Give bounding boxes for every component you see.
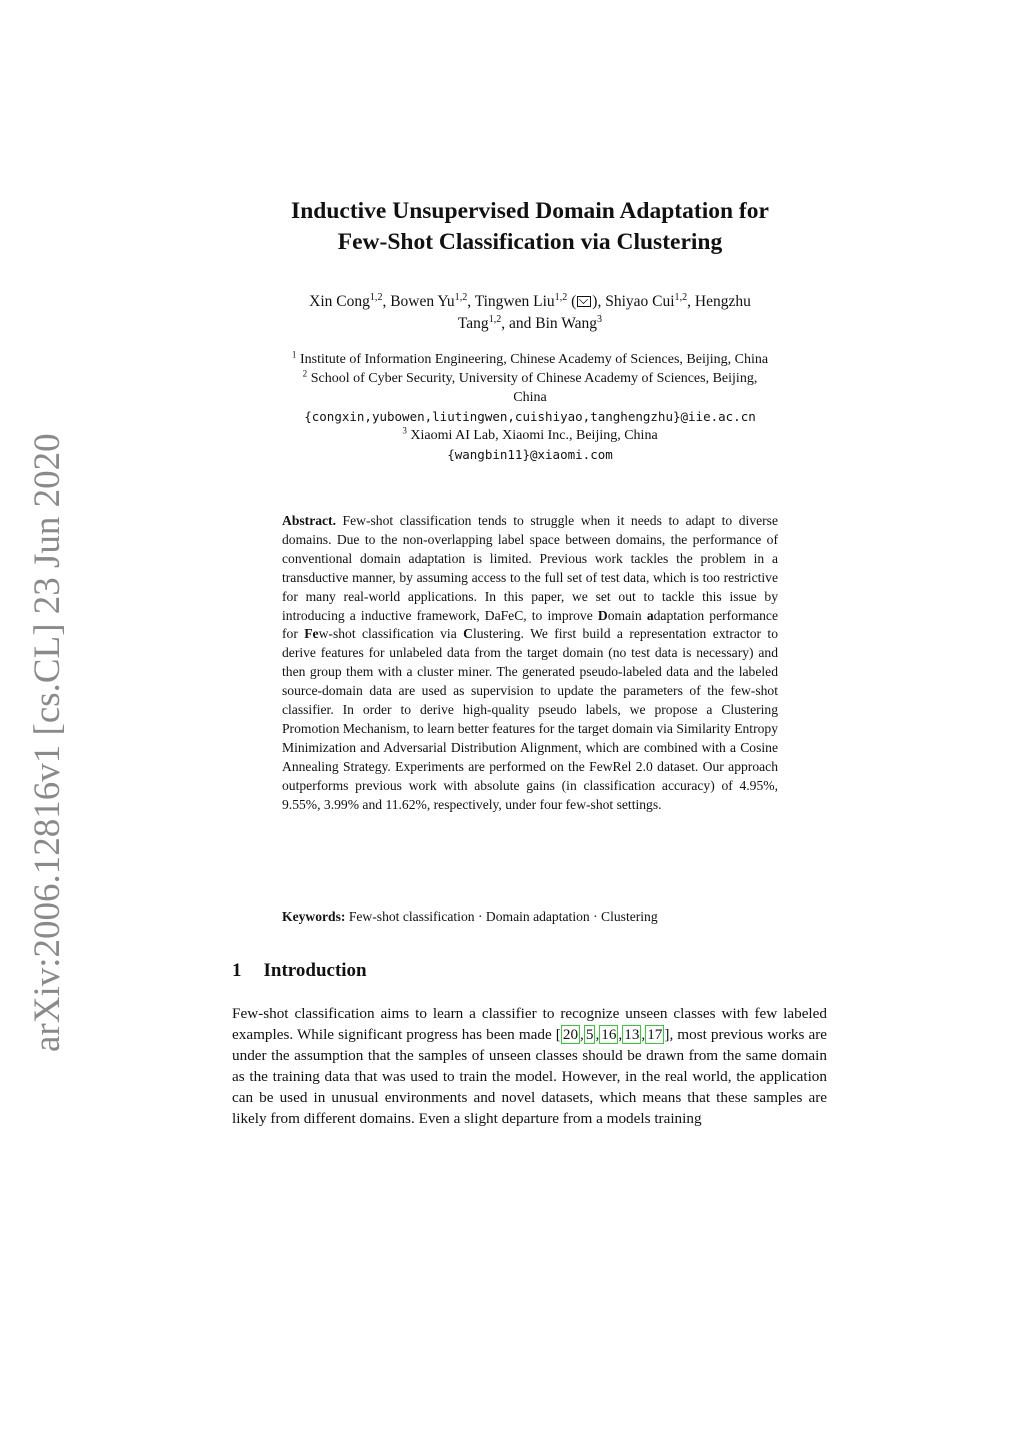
abstract-text-3: daptation performance for <box>282 607 778 642</box>
author-list <box>200 291 860 335</box>
intro-text-2: ], most previous works are under the assumption that the samples of unseen classes should be drawn from the same domain as the training data that was used to train the model. However, in the real world, the application can be used in unusual environments and novel datasets, which means that these samples are likely from different domains. Even a slight departure from a models training <box>232 1026 827 1127</box>
keywords-text: Few-shot classification · Domain adaptation · Clustering <box>345 909 658 924</box>
affiliation-3-mark: 3 <box>402 425 407 436</box>
paper-title <box>180 196 880 258</box>
author-2: , Bowen Yu <box>382 293 455 310</box>
affiliation-2-text: School of Cyber Security, University of Chinese Academy of Sciences, Beijing, <box>307 371 758 386</box>
keywords <box>282 907 778 926</box>
citation-link[interactable]: 16 <box>601 1026 617 1043</box>
abstract-text-2: omain <box>607 607 647 623</box>
email-1[interactable]: {congxin,yubowen,liutingwen,cuishiyao,tanghengzhu}@iie.ac.cn <box>304 409 756 424</box>
abstract-text-4: w-shot classification via <box>318 626 464 642</box>
author-6-affil: 3 <box>597 313 603 325</box>
intro-paragraph: Few-shot classification aims to learn a classifier to recognize unseen classes with few labeled examples. While significant progress has been made [ 20 , 5 , 16 , 13 , 17 ], most previous works are under the assumption that the samples of unseen classes should be drawn from the same domain as the training data that was used to train the model. However, in the real world, the application can be used in unusual environments and novel datasets, which means that these samples are likely from different domains. Even a slight departure from a models training <box>232 1005 827 1127</box>
affiliation-3-text: Xiaomi AI Lab, Xiaomi Inc., Beijing, China <box>406 428 658 443</box>
abstract-text-1: Few-shot classification tends to struggle when it needs to adapt to diverse domains. Due to the non-overlapping label space between domains, the performance of conventional domain adaptation is limited. Previous work tackles the problem in a transductive manner, by assuming access to the full set of test data, which is too restrictive for many real-world applications. In this paper, we set out to tackle this issue by introducing a inductive framework, DaFeC, to improve <box>282 513 778 623</box>
abstract-text-5: lustering. We first build a representation extractor to derive features for unlabeled data from the target domain (no test data is necessary) and then group them with a cluster miner. The generated pseudo-labeled data and the labeled source-domain data are used as supervision to update the parameters of the few-shot classifier. In order to derive high-quality pseudo labels, we propose a Clustering Promotion Mechanism, to learn better features for the target domain via Similarity Entropy Minimization and Adversarial Distribution Alignment, which are combined with a Cosine Annealing Strategy. Experiments are performed on the FewRel 2.0 dataset. Our approach outperforms previous work with absolute gains (in classification accuracy) of 4.95%, 9.55%, 3.99% and 11.62%, respectively, under four few-shot settings. <box>282 626 778 812</box>
arxiv-stamp: arXiv:2006.12816v1 [cs.CL] 23 Jun 2020 <box>27 433 68 1052</box>
envelope-icon <box>577 296 591 307</box>
title-line-1: Inductive Unsupervised Domain Adaptation for <box>291 198 769 224</box>
affiliations <box>200 350 860 464</box>
intro-text-1: Few-shot classification aims to learn a classifier to recognize unseen classes with few labeled examples. While significant progress has been made [ <box>232 1005 827 1043</box>
author-4: ), Shiyao Cui <box>592 293 675 310</box>
affiliation-2 <box>200 369 860 388</box>
author-5-affil: 1,2 <box>488 313 502 325</box>
citation-link[interactable]: 17 <box>647 1026 663 1043</box>
affiliation-2-mark: 2 <box>302 368 308 379</box>
abstract-label: Abstract. <box>282 513 336 528</box>
author-6: , and Bin Wang <box>501 315 598 332</box>
author-3-affil: 1,2 <box>554 291 568 303</box>
author-5-first: , Hengzhu <box>687 293 751 310</box>
abstract-bold-a: a <box>646 607 654 623</box>
affiliation-3 <box>200 426 860 445</box>
citation-link[interactable]: 5 <box>585 1026 594 1043</box>
section-heading <box>232 960 367 982</box>
keywords-label: Keywords: <box>282 909 346 924</box>
citation-link[interactable]: 20 <box>562 1026 579 1043</box>
section-title: Introduction <box>263 960 367 981</box>
affiliation-1-mark: 1 <box>291 349 297 360</box>
title-line-2: Few-Shot Classification via Clustering <box>337 229 723 255</box>
affiliation-1-text: Institute of Information Engineering, Chinese Academy of Sciences, Beijing, China <box>296 352 769 367</box>
abstract-bold-d: D <box>597 607 608 623</box>
email-2[interactable]: {wangbin11}@xiaomi.com <box>447 447 613 462</box>
author-4-affil: 1,2 <box>674 291 688 303</box>
abstract-bold-c: C <box>463 626 473 642</box>
abstract <box>282 512 778 815</box>
abstract-bold-fe: Fe <box>304 626 319 642</box>
author-5-last: Tang <box>457 315 489 332</box>
affiliation-2-cont: China <box>513 390 547 405</box>
author-3: , Tingwen Liu <box>467 293 555 310</box>
author-2-affil: 1,2 <box>454 291 468 303</box>
affiliation-1 <box>200 350 860 369</box>
section-number: 1 <box>232 960 242 981</box>
author-3-paren: ( <box>567 293 577 310</box>
citation-link[interactable]: 13 <box>624 1026 640 1043</box>
author-1: Xin Cong <box>309 293 370 310</box>
author-1-affil: 1,2 <box>369 291 383 303</box>
